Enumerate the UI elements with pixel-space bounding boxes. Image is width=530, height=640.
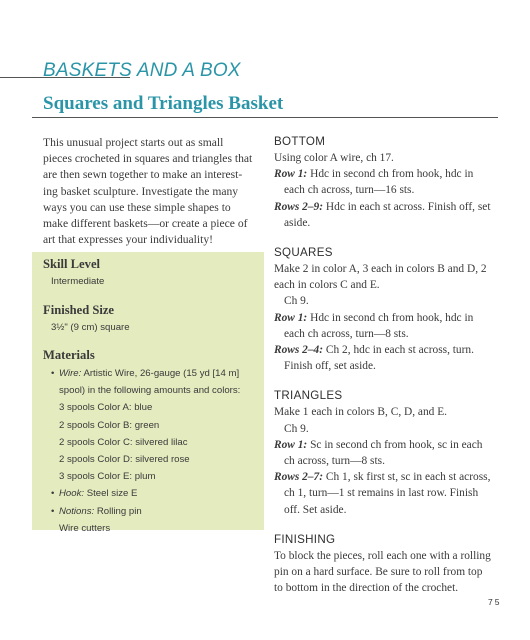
bottom-rows-cont: aside. <box>284 216 311 229</box>
squares-intro: Make 2 in color A, 3 each in colors B and D, 2 <box>274 263 487 276</box>
bullet-icon: • <box>51 368 55 379</box>
intro-line: make different baskets—or create a piece of <box>43 217 248 231</box>
intro-line: ing basket sculpture. Investigate the many <box>43 184 239 198</box>
squares-intro-cont: each in colors C and E. <box>274 279 380 292</box>
page-number: 75 <box>488 597 502 607</box>
spool-item: 3 spools Color E: plum <box>59 471 156 483</box>
spool-item: 2 spools Color B: green <box>59 419 160 431</box>
bottom-rows: Rows 2–9: Hdc in each st across. Finish off, set <box>274 200 491 213</box>
spool-item: 2 spools Color C: silvered lilac <box>59 436 188 448</box>
bullet-icon: • <box>51 488 55 500</box>
triangles-heading: TRIANGLES <box>274 389 343 403</box>
squares-ch: Ch 9. <box>284 295 309 308</box>
section-title: BASKETS AND A BOX <box>43 60 241 81</box>
squares-rows: Rows 2–4: Ch 2, hdc in each st across, turn. <box>274 344 474 357</box>
triangles-rows: Rows 2–7: Ch 1, sk first st, sc in each st across, <box>274 471 491 484</box>
triangles-row1-cont: ch across, turn—8 sts. <box>284 455 385 468</box>
intro-line: are then sewn together to make an interest- <box>43 168 243 182</box>
spool-item: 2 spools Color D: silvered rose <box>59 454 190 466</box>
bottom-intro: Using color A wire, ch 17. <box>274 152 394 164</box>
bottom-heading: BOTTOM <box>274 135 326 148</box>
triangles-row1: Row 1: Sc in second ch from hook, sc in each <box>274 438 483 451</box>
squares-row1-cont: each ch across, turn—8 sts. <box>284 327 409 340</box>
finished-size-value: 3½" (9 cm) square <box>51 322 130 333</box>
materials-list <box>51 365 261 537</box>
materials-sidebar <box>32 252 264 534</box>
squares-rows-cont: Finish off, set aside. <box>284 360 376 373</box>
bullet-icon: • <box>51 505 55 517</box>
intro-paragraph <box>43 135 261 248</box>
squares-heading: SQUARES <box>274 246 333 260</box>
bottom-row1: Row 1: Hdc in second ch from hook, hdc in <box>274 168 474 181</box>
materials-item-notions: • Notions: Rolling pin <box>51 503 261 520</box>
triangles-rows-cont: off. Set aside. <box>284 503 347 516</box>
intro-line: pieces crocheted in squares and triangles that <box>43 152 253 166</box>
materials-item-hook: • Hook: Steel size E <box>51 485 261 502</box>
bottom-row1-cont: each ch across, turn—16 sts. <box>284 184 415 197</box>
materials-item-wire: • Wire: Artistic Wire, 26-gauge (15 yd [14 m] <box>51 365 261 382</box>
materials-item-notions-cont: Wire cutters <box>59 522 111 534</box>
triangles-intro: Make 1 each in colors B, C, D, and E. <box>274 406 448 419</box>
page-title: Squares and Triangles Basket <box>43 93 284 114</box>
spool-item: 3 spools Color A: blue <box>59 402 153 414</box>
skill-level-value: Intermediate <box>51 276 105 287</box>
finishing-line: To block the pieces, roll each one with a rolling <box>274 549 491 562</box>
finishing-line: to bottom in the direction of the crochet. <box>274 582 459 595</box>
finishing-heading: FINISHING <box>274 532 336 546</box>
materials-heading: Materials <box>43 348 95 362</box>
title-rule <box>32 117 498 118</box>
finished-size-heading: Finished Size <box>43 303 115 317</box>
squares-row1: Row 1: Hdc in second ch from hook, hdc in <box>274 311 474 324</box>
materials-item-wire-cont: spool) in the following amounts and colors: <box>59 385 241 397</box>
finishing-line: pin on a hard surface. Be sure to roll from top <box>274 566 483 579</box>
instructions-column <box>274 134 499 596</box>
intro-line: This unusual project starts out as small <box>43 136 224 149</box>
skill-level-heading: Skill Level <box>43 257 101 271</box>
triangles-ch: Ch 9. <box>284 422 309 435</box>
intro-line: ways you can use these simple shapes to <box>43 200 231 214</box>
triangles-rows-cont: ch 1, turn—1 st remains in last row. Finish <box>284 487 479 500</box>
intro-line: art that expresses your individuality! <box>43 233 214 247</box>
